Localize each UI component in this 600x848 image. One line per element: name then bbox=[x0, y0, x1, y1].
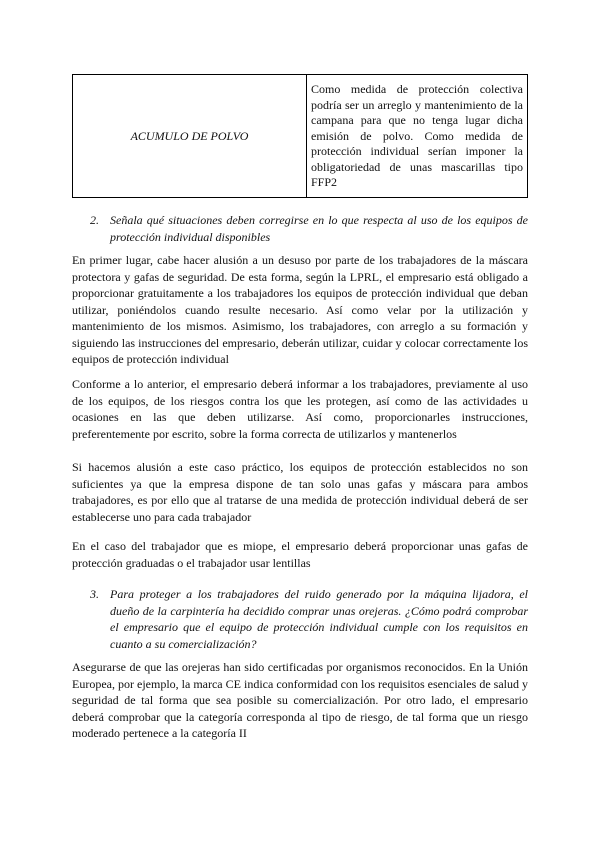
question-2 bbox=[72, 212, 528, 245]
answer-3-paragraph-1: Asegurarse de que las orejeras han sido certificadas por organismos reconocidos. En la Unión Europea, por ejemplo, la marca CE indica conformidad con los requisitos esenciales de salud y seguridad de tal forma que sea posible su comercialización. Por otro lado, el empresario deberá comprobar que la categoría corresponda al tipo de riesgo, de tal forma que un riesgo moderado pertenece a la categoría II bbox=[72, 660, 528, 740]
question-text: Señala qué situaciones deben corregirse en lo que respecta al uso de los equipos de protección individual disponibles bbox=[110, 213, 528, 244]
hazard-cell: ACUMULO DE POLVO bbox=[73, 75, 307, 198]
question-number: 2. bbox=[90, 213, 99, 227]
answer-2-paragraph-2: Conforme a lo anterior, el empresario deberá informar a los trabajadores, previamente al uso de los equipos, de los riesgos contra los que les protegen, así como de las actividades u ocasiones en las que deben utilizarse. Así como, proporcionarles instrucciones, preferentemente por escrito, sobre la forma correcta de utilizarlos y mantenerlos bbox=[72, 377, 528, 441]
answer-2-paragraph-1: En primer lugar, cabe hacer alusión a un desuso por parte de los trabajadores de la máscara protectora y gafas de seguridad. De esta forma, según la LPRL, el empresario está obligado a proporcionar gratuitamente a los trabajadores los equipos de protección individual que deban utilizar, poniéndolos cuando resulte necesario. Así como velar por la utilización y mantenimiento de los mismos. Asimismo, los trabajadores, con arreglo a su formación y siguiendo las instrucciones del empresario, deberán utilizar, cuidar y colocar correctamente los equipos de protección individual bbox=[72, 253, 528, 366]
answer-2-paragraph-4: En el caso del trabajador que es miope, el empresario deberá proporcionar unas gafas de protección graduadas o el trabajador usar lentillas bbox=[72, 539, 528, 570]
question-number: 3. bbox=[90, 587, 99, 601]
question-text: Para proteger a los trabajadores del ruido generado por la máquina lijadora, el dueño de la carpintería ha decidido comprar unas orejeras. ¿Cómo podrá comprobar el empresario que el equipo de protección individual cumple con los requisitos en cuanto a su comercialización? bbox=[110, 587, 528, 651]
answer-2-paragraph-3: Si hacemos alusión a este caso práctico, los equipos de protección establecidos no son suficientes ya que la empresa dispone de tan solo unas gafas y máscara para ambos trabajadores, es por ello que al tratarse de una medida de protección individual deberá de ser establecerse uno para cada trabajador bbox=[72, 460, 528, 524]
risk-measures-table bbox=[72, 74, 528, 198]
table-row bbox=[73, 75, 528, 198]
question-3 bbox=[72, 586, 528, 652]
measure-cell: Como medida de protección colectiva podría ser un arreglo y mantenimiento de la campana para que no tenga lugar dicha emisión de polvo. Como medida de protección individual serían imponer la obligatoriedad de unas mascarillas tipo FFP2 bbox=[307, 75, 528, 198]
